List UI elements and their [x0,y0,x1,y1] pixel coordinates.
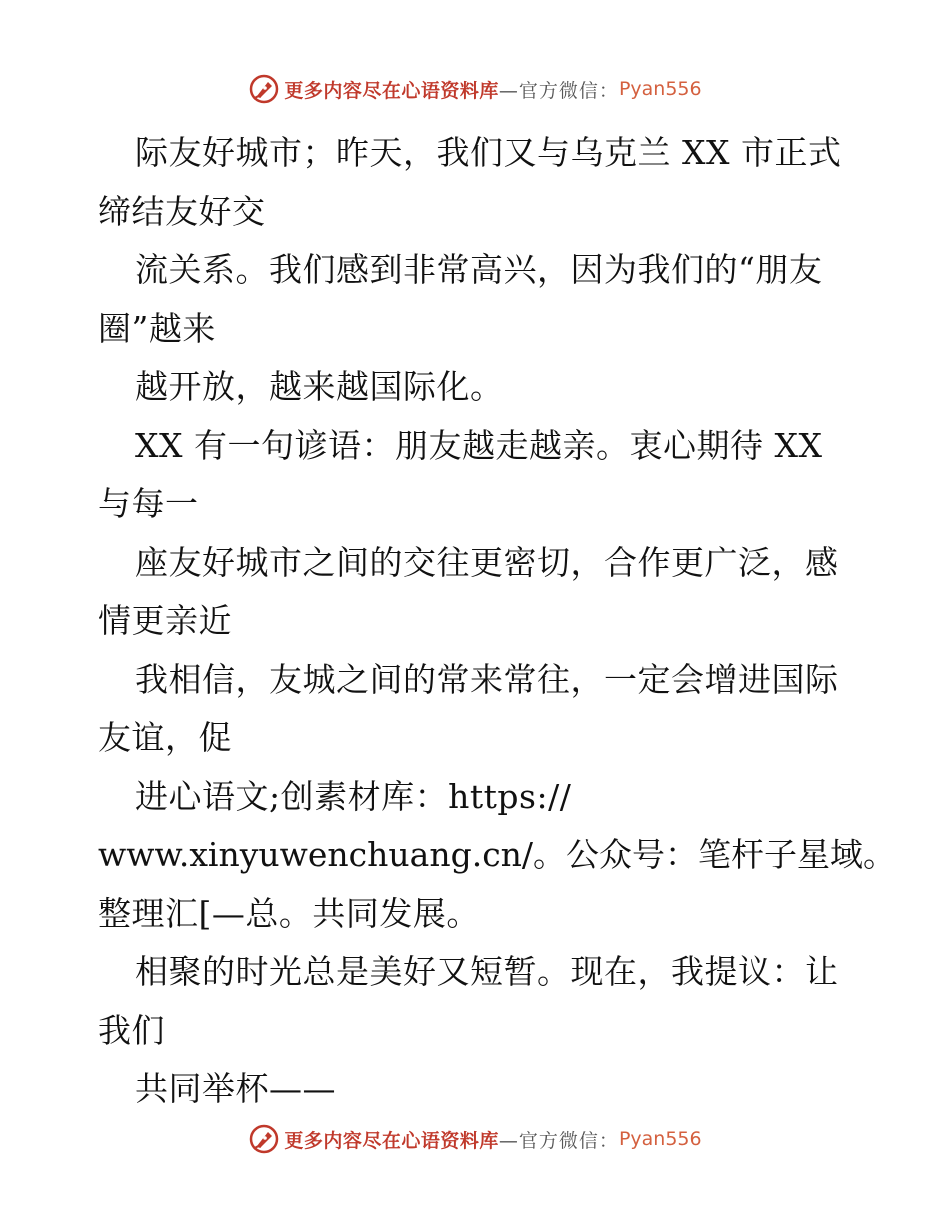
body-line: www.xinyuwenchuang.cn/。公众号：笔杆子星域。 [98,835,897,874]
banner-brand-text: 更多内容尽在心语资料库 [284,1129,499,1152]
banner-wechat-id: Pyan556 [618,78,702,100]
body-line: 进心语文;创素材库：https:// [135,776,572,816]
body-line: 共同举杯—— [135,1069,336,1108]
body-line: 流关系。我们感到非常高兴，因为我们的“朋友 [135,250,823,289]
body-line: 缔结友好交 [98,191,266,231]
banner-wechat-id: Pyan556 [618,1128,702,1150]
banner-official-text: —官方微信： [498,79,619,102]
body-line: 际友好城市；昨天，我们又与乌克兰 XX 市正式 [135,133,842,172]
body-line: 越开放，越来越国际化。 [135,367,504,406]
body-line: 友谊，促 [98,718,232,757]
body-line: 我们 [98,1010,165,1050]
body-line: 情更亲近 [98,601,232,640]
banner-brand-text: 更多内容尽在心语资料库 [284,79,499,102]
body-line: 圈”越来 [98,308,216,348]
body-line: 座友好城市之间的交往更密切，合作更广泛，感 [135,542,839,582]
body-line: 相聚的时光总是美好又短暂。现在，我提议：让 [135,952,839,991]
body-line: 我相信，友城之间的常来常往，一定会增进国际 [135,659,839,699]
pen-nib-logo-icon [248,73,280,105]
banner-official-text: —官方微信： [498,1129,619,1152]
body-line: 与每一 [98,484,199,523]
header-banner [0,72,950,106]
body-line: XX 有一句谚语：朋友越走越亲。衷心期待 XX [135,425,823,465]
body-line: 整理汇[—总。共同发展。 [98,893,480,933]
document-body [98,124,897,1119]
footer-banner [0,1122,950,1156]
pen-nib-logo-icon [248,1123,280,1155]
